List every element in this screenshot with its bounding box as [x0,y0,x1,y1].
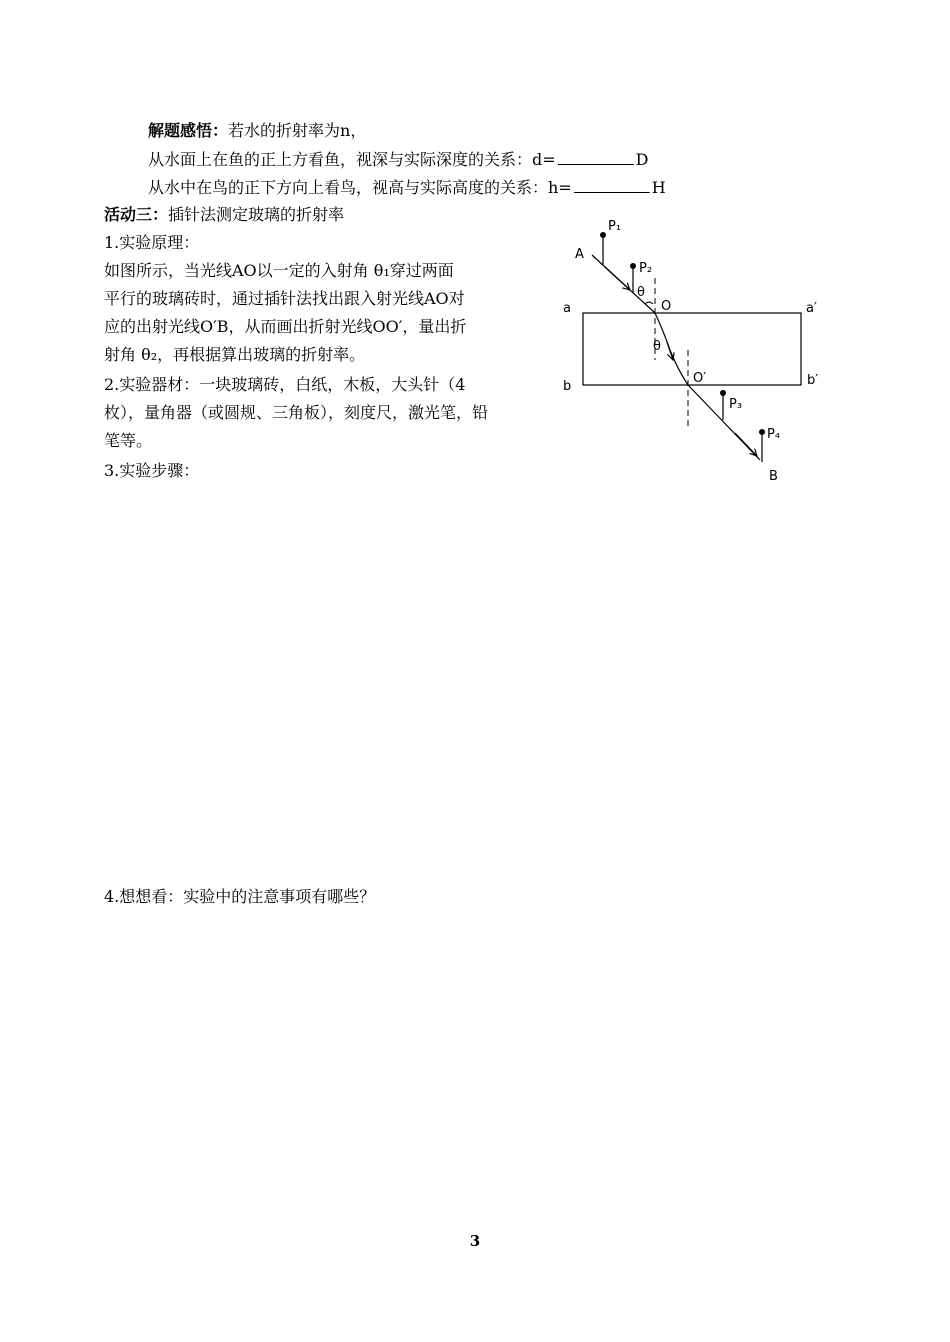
page-number: 3 [469,1232,481,1250]
label-b-point: B [769,469,778,484]
pin-p3-head [720,390,726,396]
bird-answer-blank[interactable] [574,176,650,193]
angle-arc [645,302,653,304]
fish-relation-suffix: D [635,150,649,169]
fish-relation-line [148,148,648,171]
glass-block [583,313,801,385]
refraction-diagram [545,210,835,495]
fish-answer-blank[interactable] [558,148,634,165]
label-b-prime: b′ [807,373,819,388]
label-a-prime: a′ [806,301,817,316]
incident-arrow [605,267,630,290]
principle-line-2: 平行的玻璃砖时，通过插针法找出跟入射光线AO对 [104,289,465,308]
bird-relation-suffix: H [651,178,666,197]
principle-line-3: 应的出射光线O′B，从而画出折射光线OO′，量出折 [104,317,467,336]
activity-title-rest: 插针法测定玻璃的折射率 [168,205,345,224]
insight-intro: 若水的折射率为n， [228,121,367,140]
label-p4: P₄ [767,427,781,442]
principle-line-1: 如图所示，当光线AO以一定的入射角 θ₁穿过两面 [104,261,454,280]
fish-relation-text: 从水面上在鱼的正上方看鱼，视深与实际深度的关系：d= [148,150,556,169]
insight-title: 解题感悟： [148,121,229,140]
emergent-ray [688,385,760,460]
principle-line-4: 射角 θ₂，再根据算出玻璃的折射率。 [104,345,366,364]
activity-title-line [104,204,344,226]
bird-relation-line [148,176,666,199]
equipment-line-2: 枚），量角器（或圆规、三角板），刻度尺，激光笔，铅 [104,403,489,422]
emergent-arrow [735,433,757,456]
activity-title: 活动三： [104,205,169,224]
pin-p4-head [759,429,765,435]
label-p1: P₁ [608,219,622,234]
steps-heading: 3.实验步骤： [104,461,200,480]
equipment-line-3: 笔等。 [104,431,153,450]
pin-p1-head [600,232,606,238]
equipment-line-1: 2.实验器材：一块玻璃砖，白纸，木板，大头针（4 [104,375,466,394]
label-o-prime: O′ [693,371,707,386]
label-b: b [563,379,572,394]
insight-line [148,120,366,142]
pin-p2-head [630,263,636,269]
label-o: O [661,299,672,314]
bird-relation-text: 从水中在鸟的正下方向上看鸟，视高与实际高度的关系：h= [148,178,572,197]
principle-heading: 1.实验原理： [104,233,200,252]
label-p2: P₂ [639,261,653,276]
notes-heading: 4.想想看：实验中的注意事项有哪些？ [104,887,376,906]
label-a-point: A [575,247,584,262]
label-theta1: θ [637,285,645,300]
label-theta2: θ [653,339,661,354]
label-a: a [563,301,571,316]
label-p3: P₃ [729,397,743,412]
refracted-arrow [667,342,673,360]
